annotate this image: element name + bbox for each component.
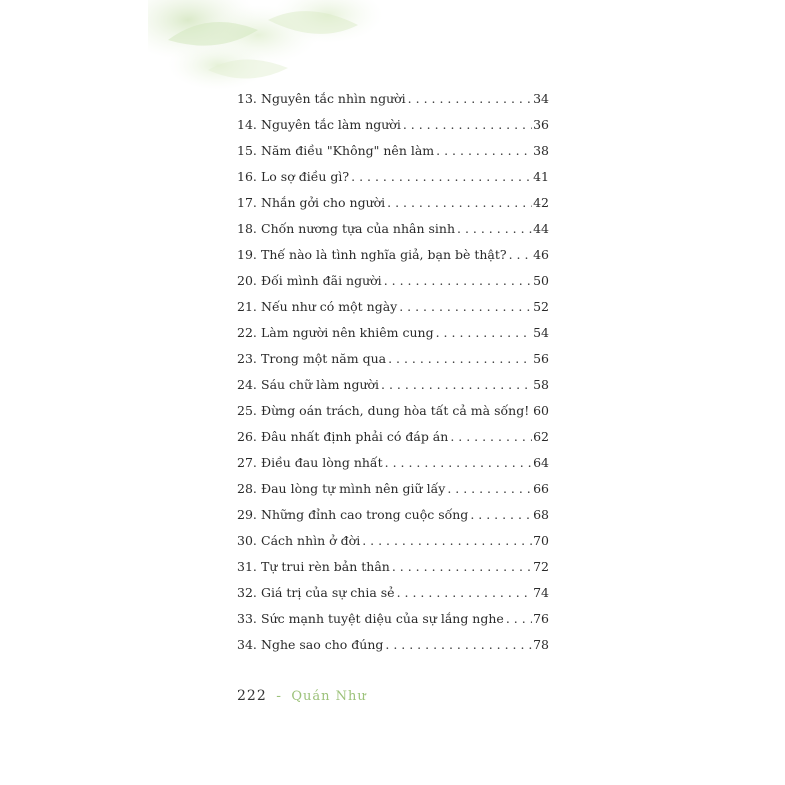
toc-entry-title: Cách nhìn ở đời (261, 533, 361, 548)
toc-entry-title: Thế nào là tình nghĩa giả, bạn bè thật? (261, 247, 507, 262)
toc-entry (237, 86, 549, 112)
toc-entry-page: 72 (533, 559, 549, 574)
toc-dot-leader (387, 190, 532, 216)
toc-entry-page: 66 (533, 481, 549, 496)
toc-entry-title: Nghe sao cho đúng (261, 637, 384, 652)
toc-dot-leader (470, 502, 532, 528)
toc-dot-leader (385, 632, 532, 658)
toc-entry-page: 44 (533, 221, 549, 236)
leaf-watercolor-icon (148, 0, 408, 95)
toc-entry-title: Trong một năm qua (261, 351, 387, 366)
toc-entry-number: 18. (237, 221, 257, 236)
toc-entry (237, 502, 549, 528)
toc-entry-number: 17. (237, 195, 257, 210)
table-of-contents (237, 86, 549, 658)
toc-entry-page: 34 (533, 91, 549, 106)
toc-entry-title: Những đỉnh cao trong cuộc sống (261, 507, 469, 522)
toc-entry-title: Chốn nương tựa của nhân sinh (261, 221, 456, 236)
toc-entry (237, 424, 549, 450)
toc-entry-number: 25. (237, 403, 257, 418)
toc-entry-page: 42 (533, 195, 549, 210)
toc-entry (237, 476, 549, 502)
toc-entry-number: 28. (237, 481, 257, 496)
toc-entry-number: 22. (237, 325, 257, 340)
toc-entry (237, 216, 549, 242)
toc-entry-page: 58 (533, 377, 549, 392)
toc-entry-page: 36 (533, 117, 549, 132)
toc-entry-page: 50 (533, 273, 549, 288)
toc-entry (237, 164, 549, 190)
toc-entry-number: 26. (237, 429, 257, 444)
toc-dot-leader (447, 476, 532, 502)
toc-dot-leader (362, 528, 532, 554)
toc-entry (237, 268, 549, 294)
toc-dot-leader (436, 320, 532, 346)
toc-entry-page: 64 (533, 455, 549, 470)
toc-entry-title: Tự trui rèn bản thân (261, 559, 390, 574)
toc-entry-title: Nguyên tắc nhìn người (261, 91, 406, 106)
toc-entry-title: Sức mạnh tuyệt diệu của sự lắng nghe (261, 611, 504, 626)
toc-entry-title: Nhắn gởi cho người (261, 195, 386, 210)
toc-entry (237, 632, 549, 658)
toc-entry-title: Giá trị của sự chia sẻ (261, 585, 395, 600)
toc-entry-number: 16. (237, 169, 257, 184)
toc-dot-leader (381, 372, 532, 398)
toc-entry-page: 56 (533, 351, 549, 366)
toc-dot-leader (397, 580, 533, 606)
toc-dot-leader (509, 242, 532, 268)
toc-entry (237, 372, 549, 398)
toc-entry-number: 21. (237, 299, 257, 314)
toc-entry-page: 60 (533, 403, 549, 418)
toc-entry (237, 242, 549, 268)
toc-entry (237, 450, 549, 476)
toc-dot-leader (392, 554, 532, 580)
toc-entry-page: 38 (533, 143, 549, 158)
toc-entry-number: 14. (237, 117, 257, 132)
toc-entry (237, 138, 549, 164)
toc-entry-number: 19. (237, 247, 257, 262)
footer-separator: - (276, 688, 282, 704)
toc-entry-title: Lo sợ điều gì? (261, 169, 350, 184)
toc-entry-number: 15. (237, 143, 257, 158)
toc-entry-number: 24. (237, 377, 257, 392)
toc-dot-leader (403, 112, 532, 138)
toc-entry-number: 23. (237, 351, 257, 366)
toc-entry-page: 74 (533, 585, 549, 600)
toc-entry-title: Đừng oán trách, dung hòa tất cả mà sống! (261, 403, 530, 418)
toc-entry (237, 320, 549, 346)
toc-dot-leader (384, 268, 532, 294)
toc-entry (237, 294, 549, 320)
toc-entry-title: Năm điều "Không" nên làm (261, 143, 435, 158)
toc-entry-number: 20. (237, 273, 257, 288)
toc-entry-number: 34. (237, 637, 257, 652)
toc-dot-leader (388, 346, 532, 372)
toc-entry-page: 41 (533, 169, 549, 184)
toc-dot-leader (408, 86, 532, 112)
toc-entry-title: Sáu chữ làm người (261, 377, 380, 392)
toc-entry-page: 68 (533, 507, 549, 522)
toc-entry (237, 112, 549, 138)
toc-entry (237, 528, 549, 554)
toc-entry (237, 606, 549, 632)
toc-entry-title: Nếu như có một ngày (261, 299, 398, 314)
toc-entry-number: 27. (237, 455, 257, 470)
toc-entry-title: Điều đau lòng nhất (261, 455, 383, 470)
toc-entry-number: 13. (237, 91, 257, 106)
toc-entry-page: 54 (533, 325, 549, 340)
toc-entry-number: 31. (237, 559, 257, 574)
page-number: 222 (237, 688, 267, 704)
toc-entry-title: Đâu nhất định phải có đáp án (261, 429, 449, 444)
toc-entry (237, 580, 549, 606)
toc-dot-leader (436, 138, 532, 164)
toc-entry-page: 62 (533, 429, 549, 444)
toc-entry-number: 33. (237, 611, 257, 626)
page-footer (237, 688, 367, 704)
toc-dot-leader (351, 164, 532, 190)
toc-dot-leader (457, 216, 532, 242)
toc-entry-title: Đau lòng tự mình nên giữ lấy (261, 481, 446, 496)
toc-entry-page: 46 (533, 247, 549, 262)
toc-dot-leader (399, 294, 532, 320)
toc-entry-page: 52 (533, 299, 549, 314)
toc-entry (237, 190, 549, 216)
toc-dot-leader (450, 424, 532, 450)
toc-entry-number: 30. (237, 533, 257, 548)
toc-entry (237, 398, 549, 424)
toc-entry (237, 346, 549, 372)
toc-entry-title: Làm người nên khiêm cung (261, 325, 434, 340)
toc-entry-number: 29. (237, 507, 257, 522)
toc-entry (237, 554, 549, 580)
toc-entry-page: 76 (533, 611, 549, 626)
toc-dot-leader (385, 450, 532, 476)
toc-entry-page: 70 (533, 533, 549, 548)
author-name: Quán Như (291, 689, 367, 704)
toc-entry-title: Đối mình đãi người (261, 273, 382, 288)
toc-entry-page: 78 (533, 637, 549, 652)
toc-entry-number: 32. (237, 585, 257, 600)
toc-dot-leader (506, 606, 532, 632)
toc-entry-title: Nguyên tắc làm người (261, 117, 401, 132)
